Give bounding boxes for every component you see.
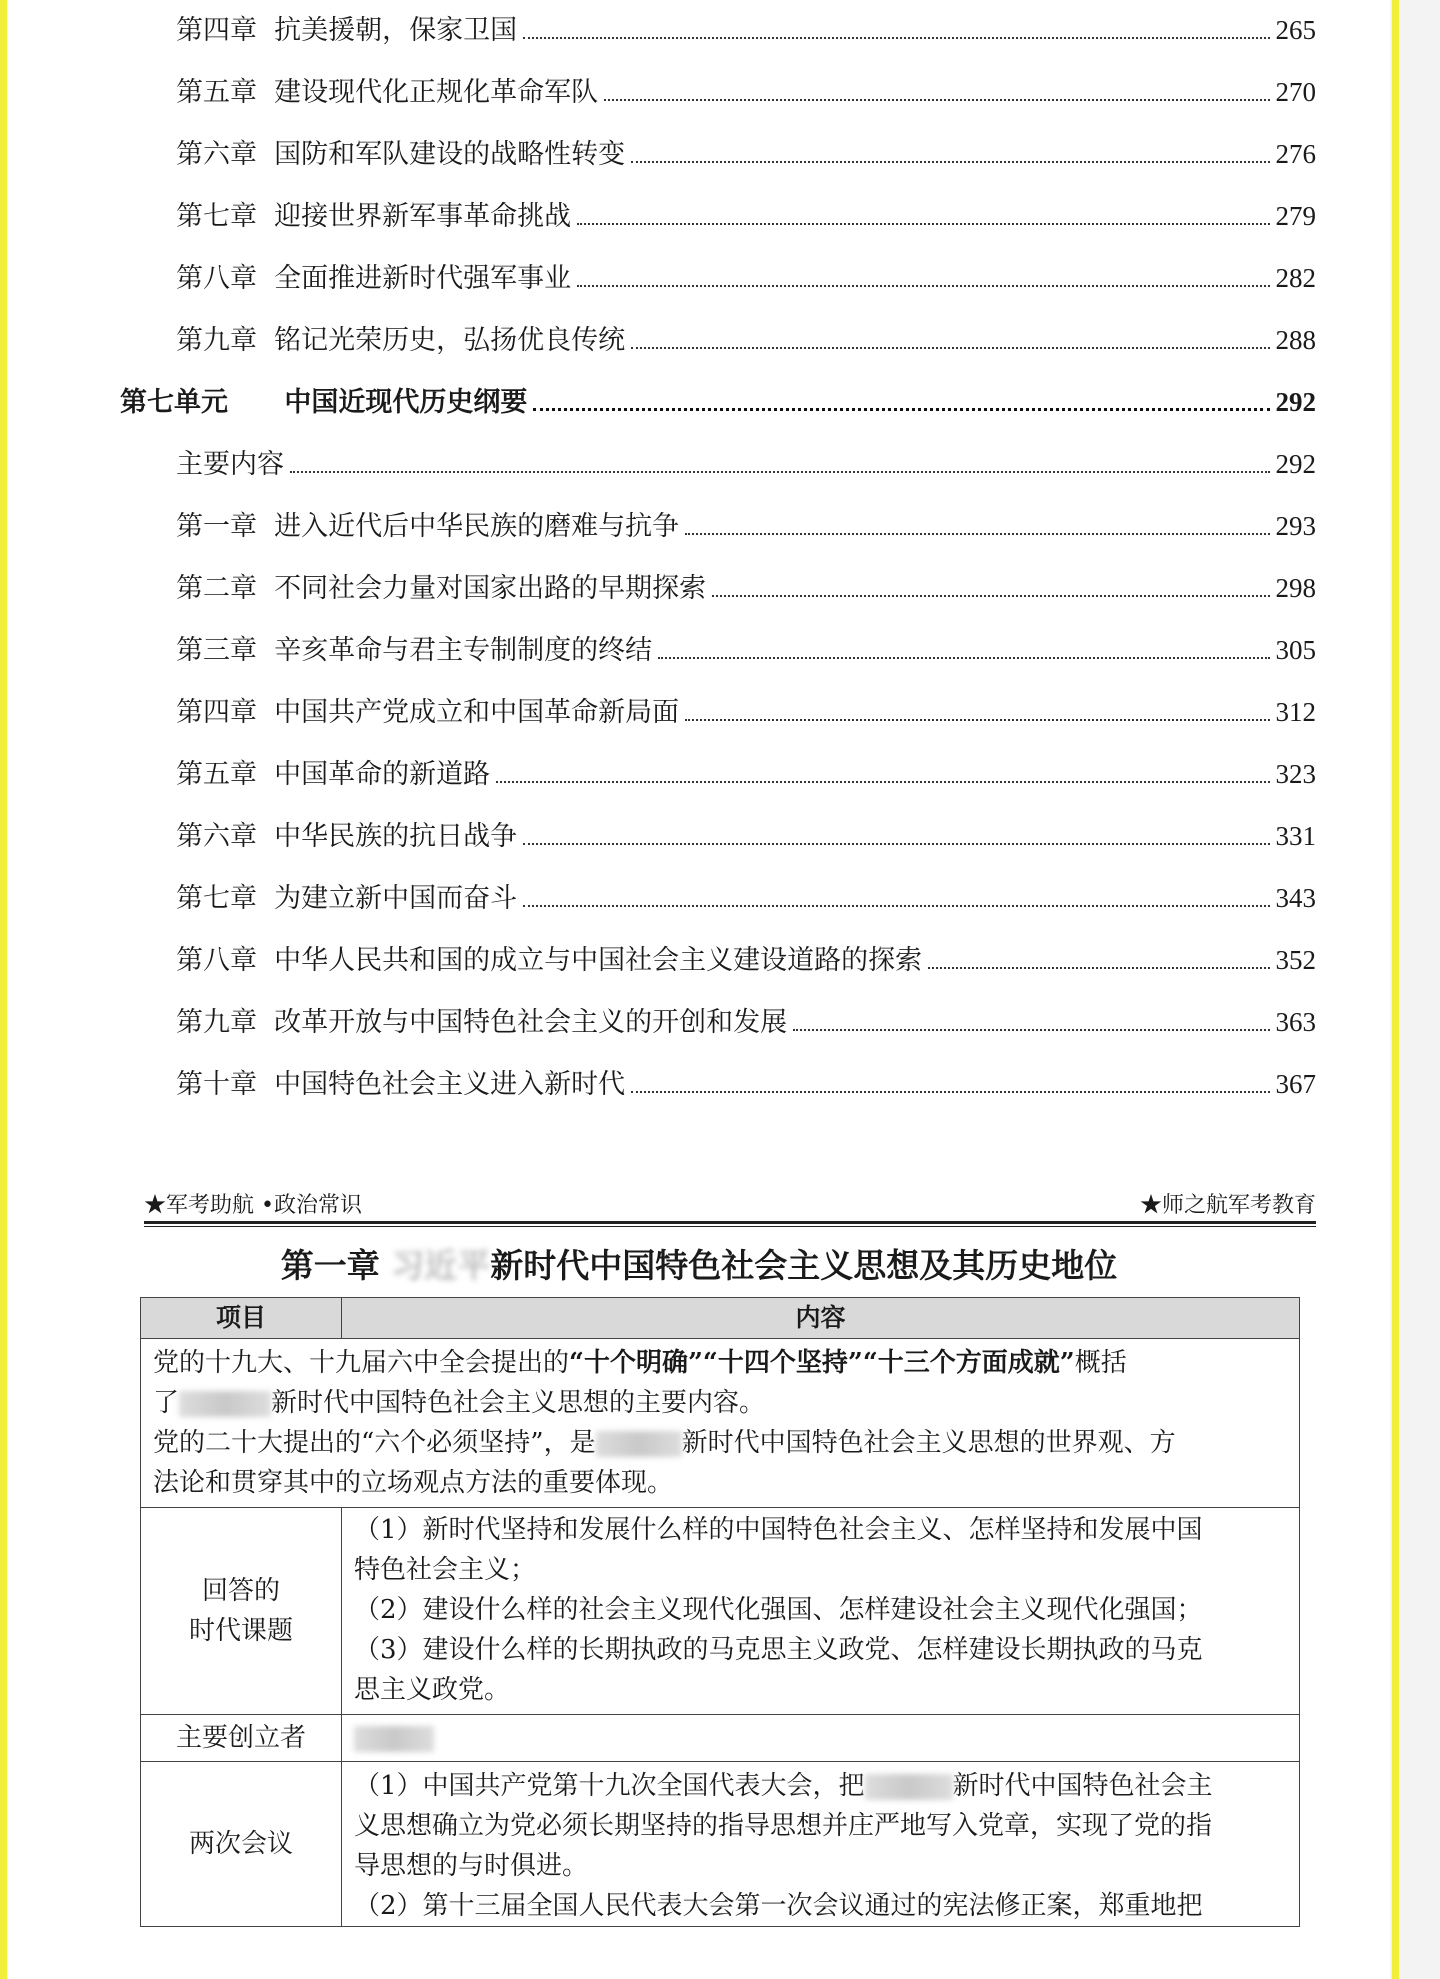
chapter-title: 第一章 习近平新时代中国特色社会主义思想及其历史地位: [8, 1240, 1390, 1287]
toc-leader-dots: [712, 595, 1269, 597]
column-header-content: 内容: [342, 1298, 1300, 1339]
toc-entry[interactable]: 第二章 不同社会力量对国家出路的早期探索 298: [176, 573, 1316, 604]
right-highlight-border: [1392, 0, 1399, 1979]
toc-leader-dots: [793, 1029, 1269, 1031]
page-header: [144, 1183, 1316, 1223]
toc-leader-dots: [685, 533, 1269, 535]
toc-entry[interactable]: 第九章 铭记光荣历史，弘扬优良传统 288: [176, 325, 1316, 356]
toc-leader-dots: [496, 781, 1269, 783]
header-rule-thin: [144, 1226, 1316, 1227]
toc-leader-dots: [685, 719, 1269, 721]
toc-entry[interactable]: 第四章 中国共产党成立和中国革命新局面 312: [176, 697, 1316, 728]
blurred-name: [865, 1774, 953, 1800]
table-header-row: [141, 1298, 1300, 1339]
toc-leader-dots: [631, 347, 1269, 349]
row-content: （1）新时代坚持和发展什么样的中国特色社会主义、怎样坚持和发展中国 特色社会主义； （2）建设什么样的社会主义现代化强国、怎样建设社会主义现代化强国； （3）建设什么样的长期执政的马克思主义政党、怎样建设长期执政的马克 思主义政党。: [342, 1508, 1300, 1715]
toc-entry[interactable]: 第七章 为建立新中国而奋斗 343: [176, 883, 1316, 914]
intro-line: 党的二十大提出的“六个必须坚持”，是 新时代中国特色社会主义思想的世界观、方: [153, 1428, 1176, 1458]
toc-leader-dots: [523, 843, 1269, 845]
row-content: （1）中国共产党第十九次全国代表大会，把 新时代中国特色社会主 义思想确立为党必须长期坚持的指导思想并庄严地写入党章，实现了党的指 导思想的与时俱进。 （2）第十三届全国人民代表大会第一次会议通过的宪法修正案，郑重地把: [342, 1762, 1300, 1927]
intro-cell: [141, 1339, 1300, 1508]
toc-entry[interactable]: 第八章 中华人民共和国的成立与中国社会主义建设道路的探索 352: [176, 945, 1316, 976]
header-left-text: ★军考助航 •政治常识: [144, 1193, 362, 1218]
toc-entry[interactable]: 第六章 国防和军队建设的战略性转变 276: [176, 139, 1316, 170]
blurred-name: [179, 1391, 271, 1417]
toc-leader-dots: [604, 99, 1269, 101]
toc-leader-dots: [577, 223, 1269, 225]
toc-entry[interactable]: 第五章 建设现代化正规化革命军队 270: [176, 77, 1316, 108]
blurred-name: [354, 1726, 434, 1752]
row-content: [342, 1715, 1300, 1762]
header-right-text: ★师之航军考教育: [1139, 1193, 1316, 1218]
intro-line: 了 新时代中国特色社会主义思想的主要内容。: [153, 1388, 766, 1418]
toc-entry[interactable]: 第一章 进入近代后中华民族的磨难与抗争 293: [176, 511, 1316, 542]
document-page: [8, 0, 1390, 1979]
toc-entry[interactable]: 第三章 辛亥革命与君主专制制度的终结 305: [176, 635, 1316, 666]
toc-entry[interactable]: 主要内容 292: [176, 449, 1316, 480]
toc-leader-dots: [577, 285, 1269, 287]
toc-entry[interactable]: 第五章 中国革命的新道路 323: [176, 759, 1316, 790]
toc-leader-dots: [631, 161, 1269, 163]
toc-leader-dots: [523, 37, 1269, 39]
toc-leader-dots: [928, 967, 1269, 969]
table-row: [141, 1339, 1300, 1508]
toc-entry[interactable]: 第四章 抗美援朝，保家卫国 265: [176, 15, 1316, 46]
toc-entry[interactable]: 第九章 改革开放与中国特色社会主义的开创和发展 363: [176, 1007, 1316, 1038]
table-row: [141, 1508, 1300, 1715]
toc-leader-dots: [533, 408, 1269, 411]
toc-entry[interactable]: 第七章 迎接世界新军事革命挑战 279: [176, 201, 1316, 232]
blurred-name: 习近平: [391, 1246, 491, 1285]
blurred-name: [596, 1431, 682, 1457]
table-row: [141, 1715, 1300, 1762]
intro-line: 党的十九大、十九届六中全会提出的“十个明确”“十四个坚持”“十三个方面成就”概括: [153, 1348, 1127, 1378]
toc-entry[interactable]: 第十章 中国特色社会主义进入新时代 367: [176, 1069, 1316, 1100]
table-row: [141, 1762, 1300, 1927]
intro-line: 法论和贯穿其中的立场观点方法的重要体现。: [153, 1468, 674, 1498]
toc-entry[interactable]: 第八章 全面推进新时代强军事业 282: [176, 263, 1316, 294]
header-rule: [144, 1221, 1316, 1224]
toc-entry[interactable]: 第六章 中华民族的抗日战争 331: [176, 821, 1316, 852]
toc-leader-dots: [631, 1091, 1269, 1093]
toc-leader-dots: [523, 905, 1269, 907]
content-table: [140, 1297, 1300, 1927]
column-header-item: 项目: [141, 1298, 342, 1339]
toc-unit-entry[interactable]: 第七单元 中国近现代历史纲要 292: [120, 387, 1316, 418]
row-key: 回答的 时代课题: [141, 1508, 342, 1715]
row-key: 两次会议: [141, 1762, 342, 1927]
left-highlight-border: [0, 0, 7, 1979]
toc-leader-dots: [290, 471, 1270, 473]
row-key: 主要创立者: [141, 1715, 342, 1762]
toc-leader-dots: [658, 657, 1269, 659]
